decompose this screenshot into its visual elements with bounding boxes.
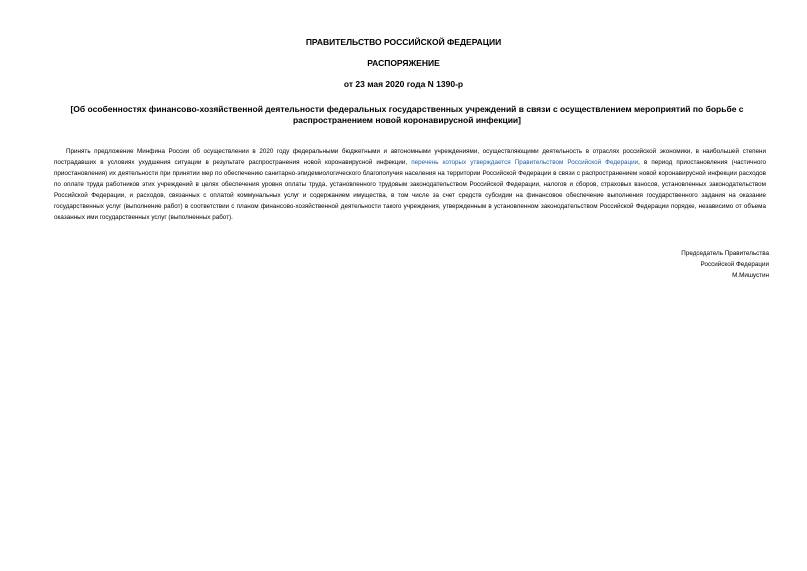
document-body-paragraph: [54, 146, 766, 223]
signature-position: Председатель Правительства: [681, 250, 769, 257]
body-text-part-1: Принять предложение Минфина России об осуществлении в 2020 году федеральными бюджетными и автономными учреждениями, осуществляющими деятельность в отраслях российской экономики, в наибольшей степени пострадавших в условиях ухудшения ситуации в результате распространения новой коронавирусной инфекции,: [54, 148, 766, 166]
body-text-part-2: , в период приостановления (частичного приостановления) их деятельности при принятии мер по обеспечению санитарно-эпидемиологического благополучия населения на территории Российской Федерации в связи с распространением новой коронавирусной инфекции расходов по оплате труда работников этих учреждений в целях обеспечения уровня оплаты труда, установленного трудовым законодательством Российской Федерации, налогов и сборов, страховых взносов, установленных законодательством Российской Федерации, и расходов, связанных с оплатой коммунальных услуг и содержанием имущества, в том числе за счет средств субсидии на финансовое обеспечение выполнения государственного задания на оказание государственных услуг (выполнение работ) в соответствии с планом финансово-хозяйственной деятельности такого учреждения, утвержденным в установленном законодательством Российской Федерации порядке, независимо от объема оказанных ими государственных услуг (выполненных работ).: [54, 159, 766, 221]
signature-organization: Российской Федерации: [700, 261, 769, 268]
government-heading: ПРАВИТЕЛЬСТВО РОССИЙСКОЙ ФЕДЕРАЦИИ: [305, 37, 502, 47]
signature-block: [681, 248, 769, 281]
list-approval-link[interactable]: перечень которых утверждается Правительством Российской Федерации: [411, 159, 639, 166]
document-title: [Об особенностях финансово-хозяйственной деятельности федеральных государственных учреждений в связи с осуществлением мероприятий по борьбе с распространением новой коронавирусной инфекции]: [70, 104, 744, 125]
document-date-number: от 23 мая 2020 года N 1390-р: [343, 79, 464, 89]
document-type-heading: РАСПОРЯЖЕНИЕ: [367, 58, 440, 68]
signature-name: М.Мишустин: [732, 272, 769, 279]
